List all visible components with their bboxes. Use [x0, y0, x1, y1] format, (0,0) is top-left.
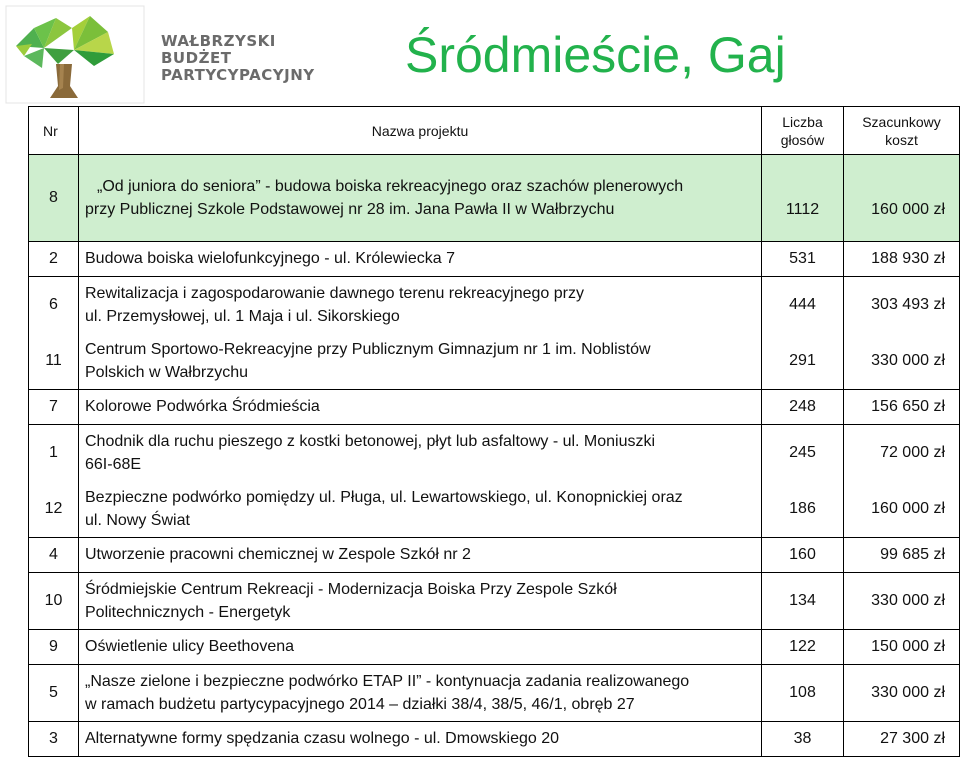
logo-line-2: BUDŻET — [161, 49, 232, 67]
row-votes: 531 — [762, 242, 844, 277]
row-name-line2: 66I-68E — [85, 456, 142, 473]
header-votes — [762, 107, 844, 155]
row-nr: 10 — [29, 573, 79, 630]
table-row — [29, 722, 960, 757]
row-cost: 99 685 zł — [844, 538, 960, 573]
row-nr: 9 — [29, 630, 79, 665]
logo — [4, 4, 315, 104]
row-name-line1: Chodnik dla ruchu pieszego z kostki betonowej, płyt lub asfaltowy - ul. Moniuszki — [85, 433, 656, 450]
row-votes: 1112 — [762, 155, 844, 242]
row-name: Utworzenie pracowni chemicznej w Zespole Szkół nr 2 — [79, 538, 762, 573]
row-nr: 8 — [29, 155, 79, 242]
row-nr: 12 — [29, 481, 79, 538]
row-nr: 11 — [29, 333, 79, 390]
header-nr: Nr — [29, 107, 79, 155]
row-votes: 38 — [762, 722, 844, 757]
row-name — [79, 277, 762, 334]
table-row — [29, 538, 960, 573]
page-title: Śródmieście, Gaj — [405, 27, 786, 83]
logo-text — [161, 33, 315, 84]
logo-line-1: WAŁBRZYSKI — [161, 32, 276, 50]
row-name: Budowa boiska wielofunkcyjnego - ul. Królewiecka 7 — [79, 242, 762, 277]
row-votes: 160 — [762, 538, 844, 573]
row-cost: 150 000 zł — [844, 630, 960, 665]
row-name-line1: Centrum Sportowo-Rekreacyjne przy Publicznym Gimnazjum nr 1 im. Noblistów — [85, 341, 651, 358]
header-votes-line2: głosów — [780, 131, 825, 148]
row-nr: 5 — [29, 665, 79, 722]
row-votes: 122 — [762, 630, 844, 665]
row-name: Alternatywne formy spędzania czasu wolnego - ul. Dmowskiego 20 — [79, 722, 762, 757]
row-votes: 291 — [762, 333, 844, 390]
row-name-line2: Polskich w Wałbrzychu — [85, 364, 249, 381]
table-row — [29, 390, 960, 425]
row-cost: 160 000 zł — [844, 481, 960, 538]
row-name-line2: ul. Przemysłowej, ul. 1 Maja i ul. Sikorskiego — [85, 308, 400, 325]
row-votes: 444 — [762, 277, 844, 334]
row-name-line1: Bezpieczne podwórko pomiędzy ul. Pługa, ul. Lewartowskiego, ul. Konopnickiej oraz — [85, 489, 683, 506]
table-row — [29, 573, 960, 630]
tree-logo-icon — [4, 4, 154, 104]
row-cost: 330 000 zł — [844, 333, 960, 390]
projects-table — [28, 106, 960, 757]
row-nr: 4 — [29, 538, 79, 573]
row-nr: 3 — [29, 722, 79, 757]
row-name — [79, 665, 762, 722]
row-name-line1: Rewitalizacja i zagospodarowanie dawnego terenu rekreacyjnego przy — [85, 285, 584, 302]
row-cost: 156 650 zł — [844, 390, 960, 425]
row-name-line2: ul. Nowy Świat — [85, 512, 190, 529]
row-votes: 248 — [762, 390, 844, 425]
row-name-line2: Politechnicznych - Energetyk — [85, 604, 291, 621]
table-header-row — [29, 107, 960, 155]
row-name-line2: w ramach budżetu partycypacyjnego 2014 – działki 38/4, 38/5, 46/1, obręb 27 — [85, 696, 635, 713]
row-nr: 6 — [29, 277, 79, 334]
table-row — [29, 333, 960, 390]
table-row — [29, 665, 960, 722]
row-name-line1: „Nasze zielone i bezpieczne podwórko ETAP II” - kontynuacja zadania realizowanego — [85, 673, 690, 690]
header-votes-line1: Liczba — [782, 113, 823, 130]
row-votes: 186 — [762, 481, 844, 538]
row-name — [79, 481, 762, 538]
table-row — [29, 630, 960, 665]
header-name: Nazwa projektu — [79, 107, 762, 155]
row-name-line2: przy Publicznej Szkole Podstawowej nr 28 im. Jana Pawła II w Wałbrzychu — [85, 201, 615, 218]
table-row — [29, 481, 960, 538]
row-name — [79, 155, 762, 242]
table-row — [29, 425, 960, 482]
row-cost: 72 000 zł — [844, 425, 960, 482]
row-name: Oświetlenie ulicy Beethovena — [79, 630, 762, 665]
row-nr: 1 — [29, 425, 79, 482]
row-votes: 108 — [762, 665, 844, 722]
row-nr: 7 — [29, 390, 79, 425]
row-cost: 330 000 zł — [844, 573, 960, 630]
logo-line-3: PARTYCYPACYJNY — [161, 66, 315, 84]
row-votes: 134 — [762, 573, 844, 630]
row-name — [79, 425, 762, 482]
table-row — [29, 155, 960, 242]
row-cost: 330 000 zł — [844, 665, 960, 722]
row-name: Kolorowe Podwórka Śródmieścia — [79, 390, 762, 425]
row-cost: 27 300 zł — [844, 722, 960, 757]
table-row — [29, 242, 960, 277]
header-cost — [844, 107, 960, 155]
row-votes: 245 — [762, 425, 844, 482]
row-cost: 303 493 zł — [844, 277, 960, 334]
row-name-line1: Śródmiejskie Centrum Rekreacji - Modernizacja Boiska Przy Zespole Szkół — [85, 581, 617, 598]
row-cost: 188 930 zł — [844, 242, 960, 277]
header-cost-line2: koszt — [885, 131, 918, 148]
header-cost-line1: Szacunkowy — [862, 113, 941, 130]
row-name — [79, 333, 762, 390]
row-nr: 2 — [29, 242, 79, 277]
table-row — [29, 277, 960, 334]
row-cost: 160 000 zł — [844, 155, 960, 242]
row-name — [79, 573, 762, 630]
row-name-line1: „Od juniora do seniora” - budowa boiska rekreacyjnego oraz szachów plenerowych — [97, 178, 684, 195]
